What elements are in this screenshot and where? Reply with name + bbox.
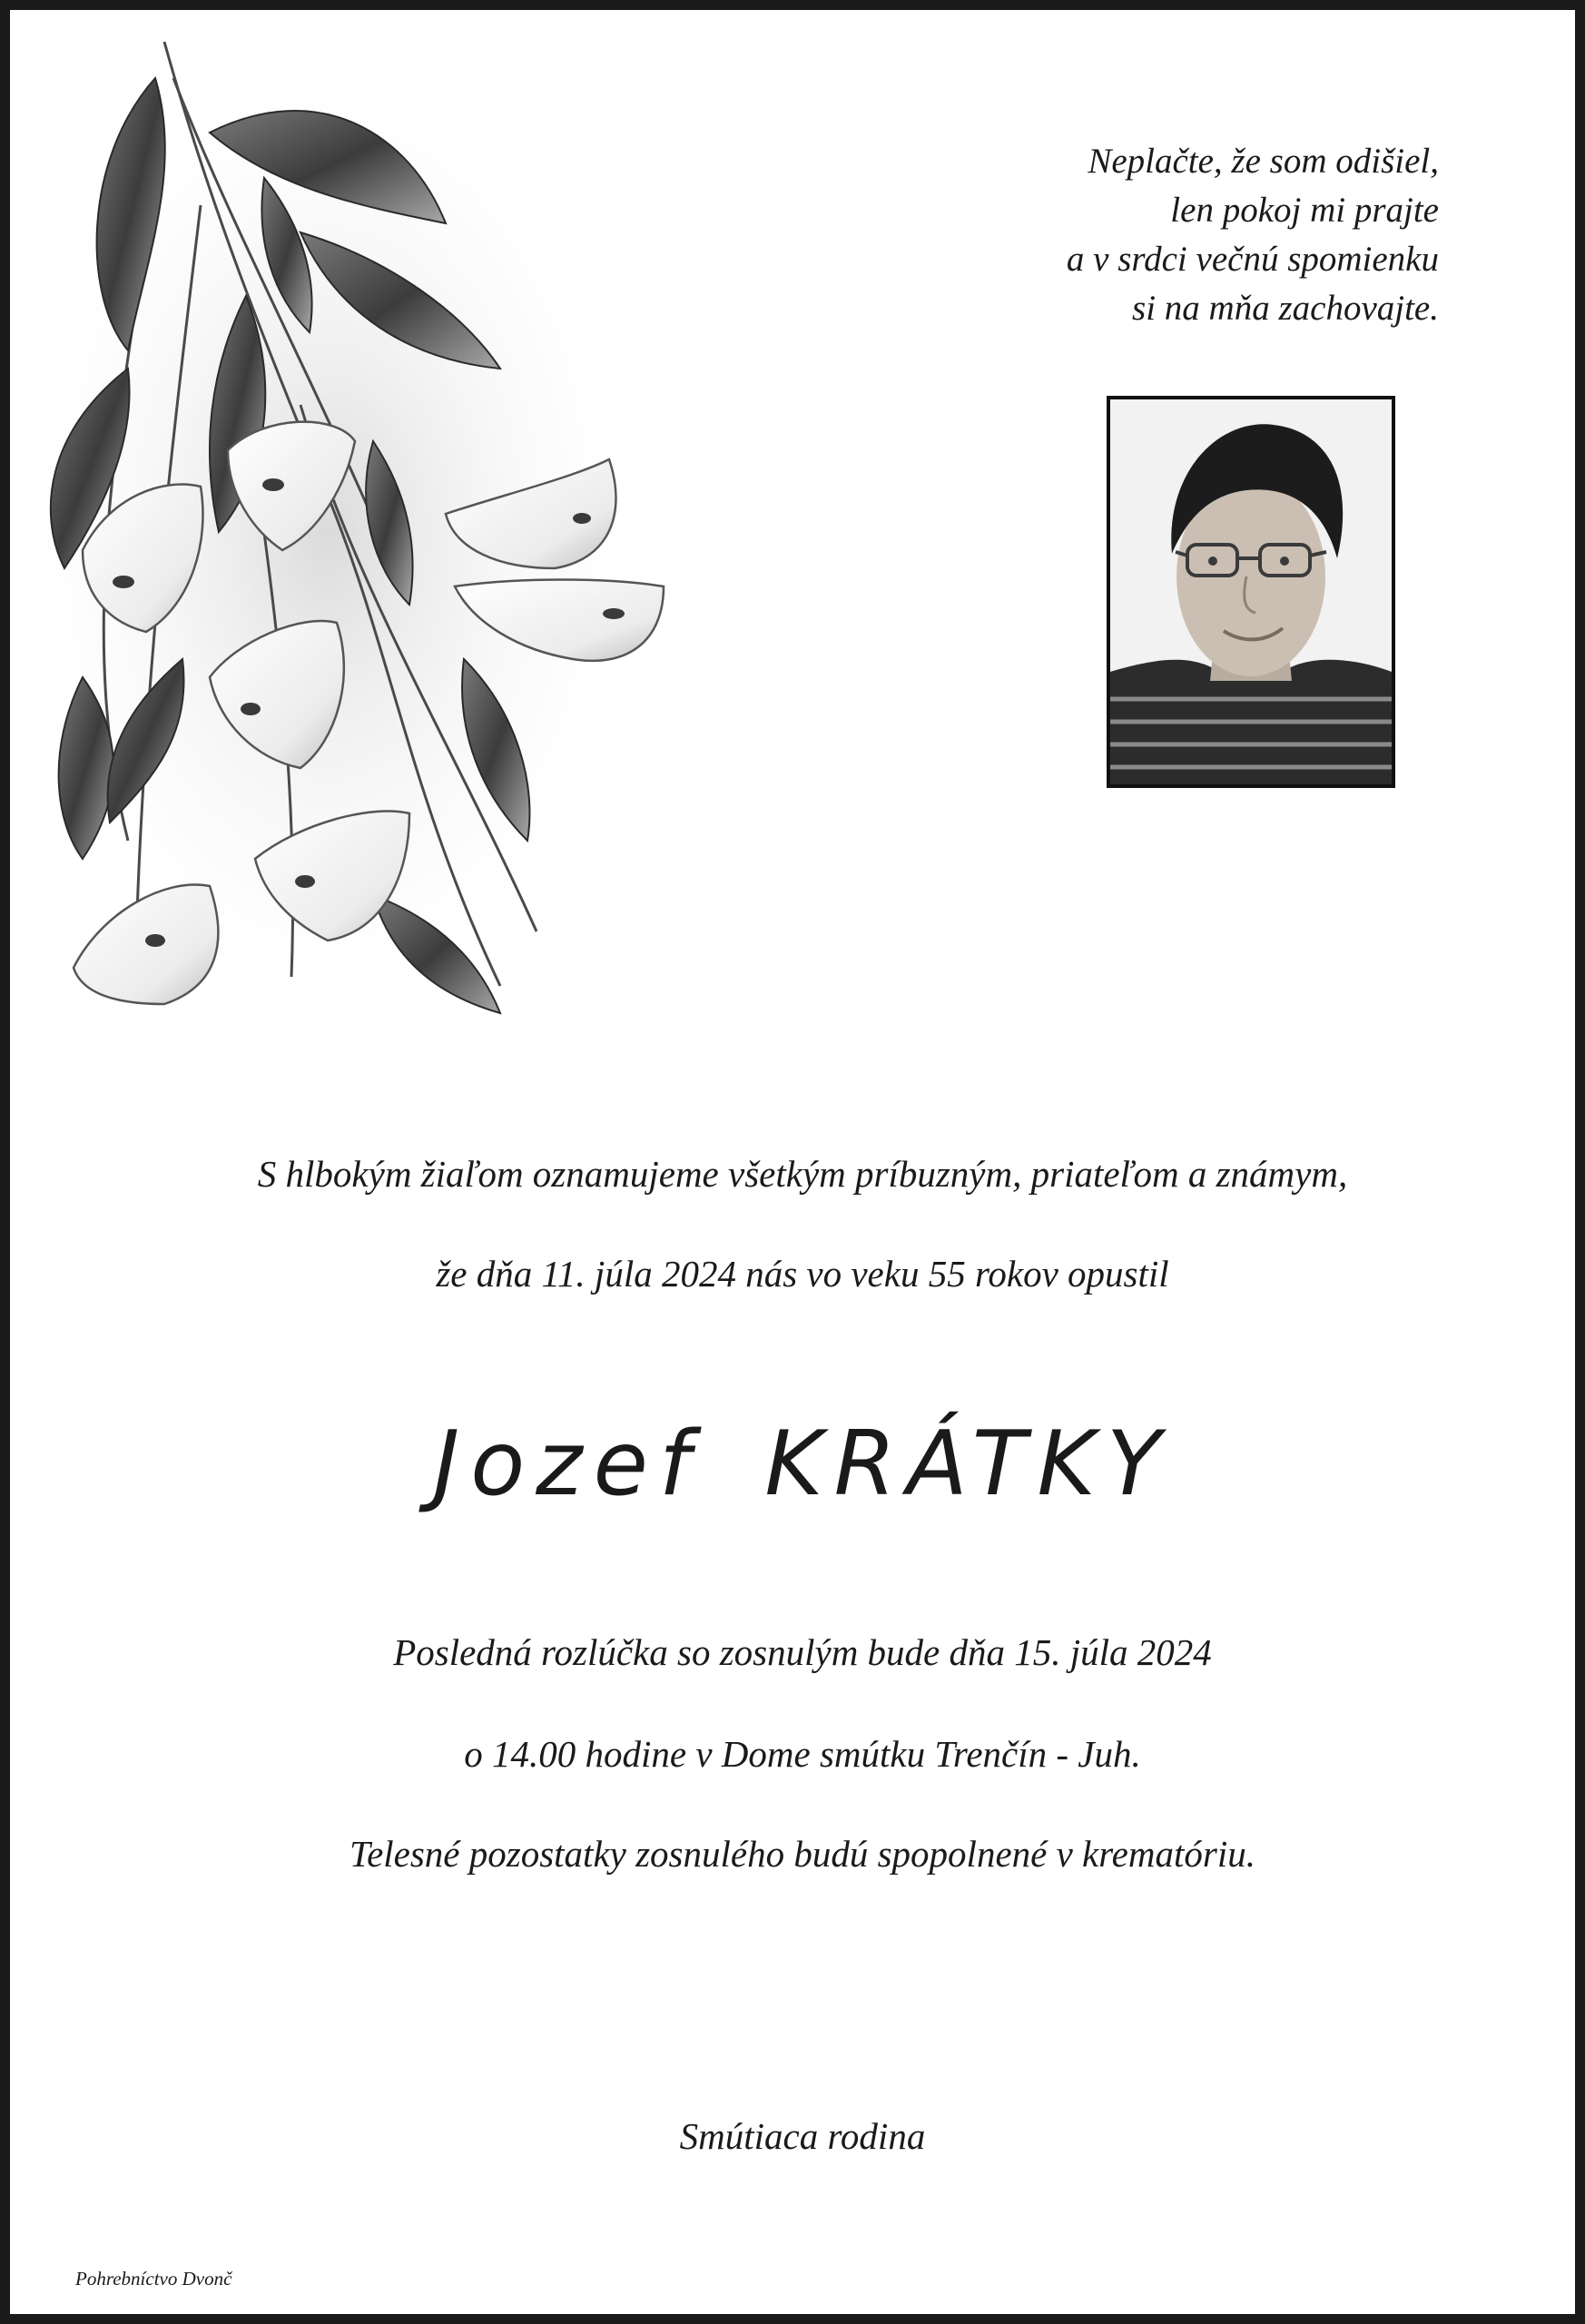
poem-line: len pokoj mi prajte [1170,191,1439,230]
announcement-line-2: že dňa 11. júla 2024 nás vo veku 55 rokov opustil [436,1253,1169,1295]
poem-line: si na mňa zachovajte. [1132,289,1439,328]
funeral-line-3: Telesné pozostatky zosnulého budú spopolnené v krematóriu. [349,1833,1255,1875]
first-name: Jozef [433,1413,702,1516]
funeral-line-2: o 14.00 hodine v Dome smútku Trenčín - Juh. [464,1733,1141,1775]
announcement-line-1: S hlbokým žiaľom oznamujeme všetkým príbuzným, priateľom a známym, [257,1153,1348,1195]
last-name: KRÁTKY [764,1413,1172,1516]
poem-line: Neplačte, že som odišiel, [1088,142,1439,181]
deceased-name [10,1413,1585,1516]
funeral-line-1: Posledná rozlúčka so zosnulým bude dňa 15. júla 2024 [393,1631,1212,1673]
calla-lily-decoration [28,24,682,1090]
funeral-home-credit: Pohrebníctvo Dvonč [75,2268,232,2290]
poem-line: a v srdci večnú spomienku [1066,240,1439,279]
family-signature: Smútiaca rodina [679,2115,926,2157]
portrait-photo [1107,396,1395,788]
memorial-poem [894,137,1439,333]
